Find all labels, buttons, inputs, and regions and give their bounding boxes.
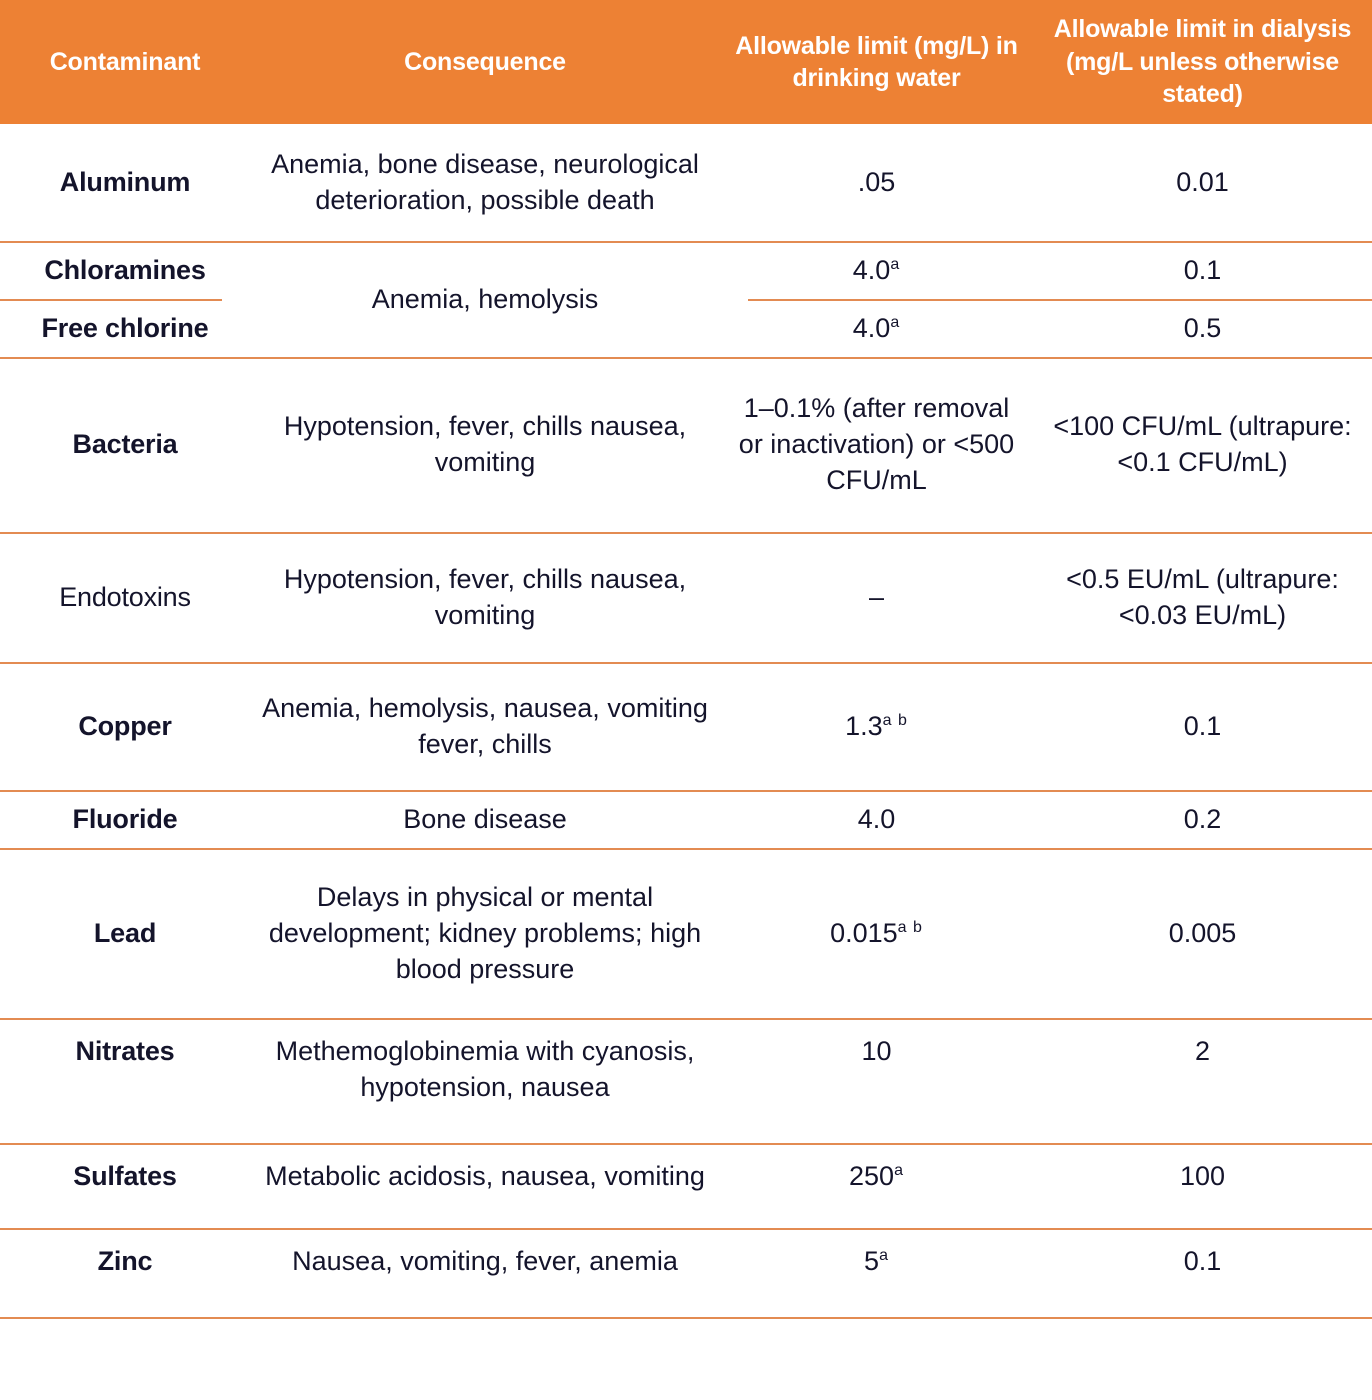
cell-consequence: Nausea, vomiting, fever, anemia <box>250 1229 720 1317</box>
cell-consequence: Delays in physical or mental development; kidney problems; high blood pressure <box>250 849 720 1019</box>
table-row <box>0 1019 1372 1144</box>
table-body <box>0 124 1372 1317</box>
column-header-consequence: Consequence <box>404 47 566 76</box>
table-row <box>0 124 1372 242</box>
cell-drinking-water-limit: – <box>720 533 1033 663</box>
cell-consequence: Methemoglobinemia with cyanosis, hypotension, nausea <box>250 1019 720 1144</box>
cell-dialysis-limit: <0.5 EU/mL (ultrapure: <0.03 EU/mL) <box>1033 533 1372 663</box>
cell-dialysis-limit: 2 <box>1033 1019 1372 1144</box>
footnote-marker: a <box>894 1161 904 1179</box>
cell-dialysis-limit: 0.005 <box>1033 849 1372 1019</box>
footnote-marker: a <box>890 313 901 331</box>
table-bottom-rule <box>0 1317 1372 1320</box>
cell-drinking-water-limit: 10 <box>720 1019 1033 1144</box>
table-row <box>0 849 1372 1019</box>
cell-dialysis-limit: 100 <box>1033 1144 1372 1229</box>
cell-contaminant: Nitrates <box>0 1019 250 1144</box>
cell-dialysis-limit: 0.1 <box>1033 663 1372 791</box>
header-row <box>0 0 1372 124</box>
cell-contaminant: Free chlorine <box>0 300 250 358</box>
column-header-dialysis-limit: Allowable limit in dialysis (mg/L unless otherwise stated) <box>1053 15 1352 109</box>
table-row <box>0 533 1372 663</box>
cell-drinking-water-limit: 5$^a$ <box>720 1229 1033 1317</box>
cell-dialysis-limit: <100 CFU/mL (ultrapure: <0.1 CFU/mL) <box>1033 358 1372 533</box>
cell-drinking-water-limit: 4.0$^a$ <box>720 300 1033 358</box>
footnote-marker: a <box>879 1246 889 1264</box>
cell-drinking-water-limit: 1–0.1% (after removal or inactivation) or <500 CFU/mL <box>720 358 1033 533</box>
table-row <box>0 358 1372 533</box>
cell-contaminant: Endotoxins <box>0 533 250 663</box>
cell-consequence: Anemia, bone disease, neurological deterioration, possible death <box>250 124 720 242</box>
column-header-drinking-water-limit: Allowable limit (mg/L) in drinking water <box>735 31 1018 92</box>
cell-drinking-water-limit: $1.3^{a b}$ <box>720 663 1033 791</box>
cell-consequence-merged: Anemia, hemolysis <box>250 242 720 358</box>
cell-contaminant: Lead <box>0 849 250 1019</box>
footnote-marker: a b <box>897 918 923 936</box>
column-header-contaminant: Contaminant <box>49 47 201 76</box>
cell-consequence: Hypotension, fever, chills nausea, vomiting <box>250 358 720 533</box>
table-row <box>0 242 1372 300</box>
cell-dialysis-limit: 0.2 <box>1033 791 1372 849</box>
cell-contaminant: Bacteria <box>0 358 250 533</box>
cell-drinking-water-limit: .05 <box>720 124 1033 242</box>
cell-drinking-water-limit: 4.0$^a$ <box>720 242 1033 300</box>
cell-drinking-water-limit: $0.015^{a b}$ <box>720 849 1033 1019</box>
cell-consequence: Bone disease <box>250 791 720 849</box>
cell-consequence: Anemia, hemolysis, nausea, vomiting fever, chills <box>250 663 720 791</box>
cell-contaminant: Copper <box>0 663 250 791</box>
table-header <box>0 0 1372 124</box>
cell-dialysis-limit: 0.1 <box>1033 1229 1372 1317</box>
table-row <box>0 1144 1372 1229</box>
cell-consequence: Hypotension, fever, chills nausea, vomiting <box>250 533 720 663</box>
footnote-marker: a <box>890 256 901 273</box>
cell-dialysis-limit: 0.1 <box>1033 242 1372 300</box>
cell-contaminant: Chloramines <box>0 242 250 300</box>
table-row <box>0 791 1372 849</box>
cell-contaminant: Zinc <box>0 1229 250 1317</box>
cell-drinking-water-limit: 250$^a$ <box>720 1144 1033 1229</box>
cell-dialysis-limit: 0.01 <box>1033 124 1372 242</box>
cell-drinking-water-limit: 4.0 <box>720 791 1033 849</box>
cell-contaminant: Sulfates <box>0 1144 250 1229</box>
cell-consequence: Metabolic acidosis, nausea, vomiting <box>250 1144 720 1229</box>
table-row <box>0 1229 1372 1317</box>
cell-contaminant: Fluoride <box>0 791 250 849</box>
table-row <box>0 663 1372 791</box>
footnote-marker: a b <box>882 711 908 729</box>
cell-contaminant: Aluminum <box>0 124 250 242</box>
cell-dialysis-limit: 0.5 <box>1033 300 1372 358</box>
